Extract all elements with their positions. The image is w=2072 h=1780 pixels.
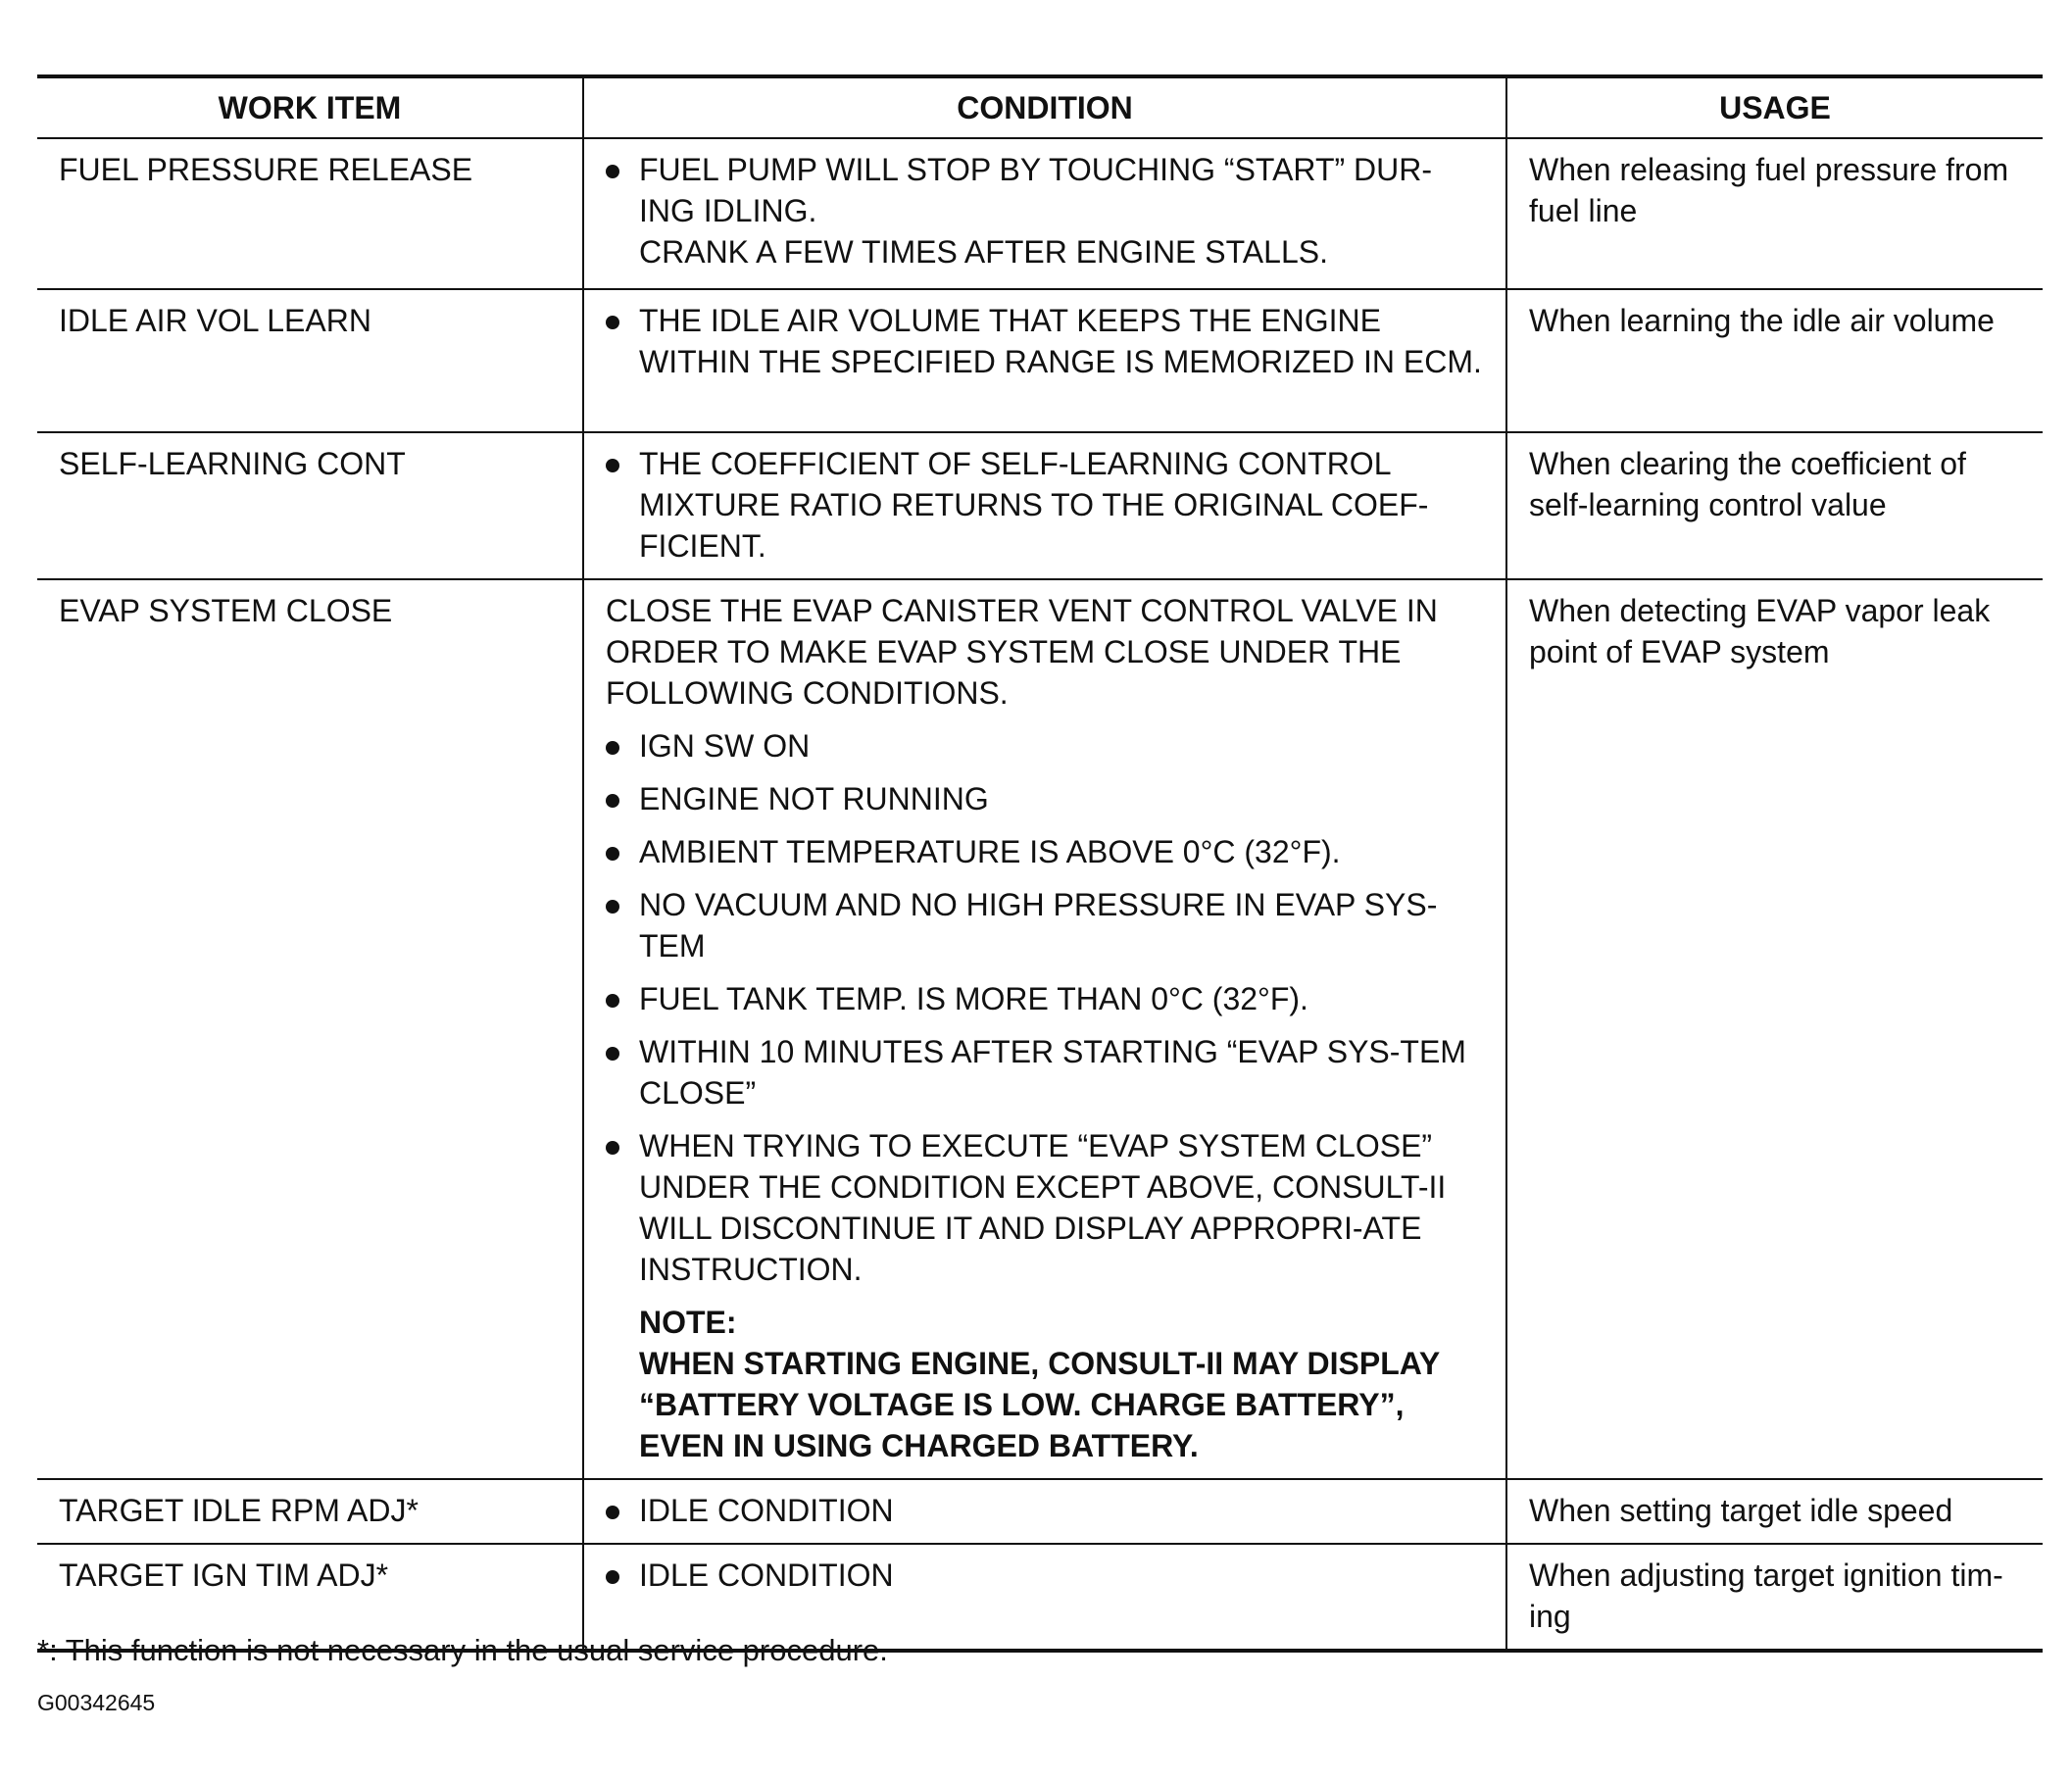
condition-bullet xyxy=(606,149,1486,272)
condition-bullet xyxy=(606,1031,1486,1113)
work-support-table xyxy=(37,74,2043,1653)
bullet-text: THE COEFFICIENT OF SELF-LEARNING CONTROL MIXTURE RATIO RETURNS TO THE ORIGINAL COEF-FICIENT. xyxy=(639,446,1429,564)
work-item-cell: EVAP SYSTEM CLOSE xyxy=(37,579,583,1479)
bullet-text: FUEL PUMP WILL STOP BY TOUCHING “START” DUR-ING IDLING. CRANK A FEW TIMES AFTER ENGINE STALLS. xyxy=(639,152,1433,270)
footnote: *: This function is not necessary in the usual service procedure. xyxy=(37,1633,888,1667)
work-item-cell: FUEL PRESSURE RELEASE xyxy=(37,138,583,289)
condition-cell xyxy=(583,138,1506,289)
bullet-icon xyxy=(606,459,619,472)
bullet-icon xyxy=(606,794,619,808)
note-label: NOTE: xyxy=(639,1305,737,1340)
note-text: WHEN STARTING ENGINE, CONSULT-II MAY DISPLAY “BATTERY VOLTAGE IS LOW. CHARGE BATTERY”, EVEN IN USING CHARGED BATTERY. xyxy=(639,1346,1440,1463)
condition-bullet xyxy=(606,884,1486,966)
bullet-text: AMBIENT TEMPERATURE IS ABOVE 0°C (32°F). xyxy=(639,834,1341,869)
condition-bullet xyxy=(606,978,1486,1019)
condition-bullet xyxy=(606,443,1486,567)
work-item-cell: IDLE AIR VOL LEARN xyxy=(37,289,583,432)
condition-bullet xyxy=(606,300,1486,382)
bullet-icon xyxy=(606,900,619,914)
bullet-icon xyxy=(606,741,619,755)
bullet-text: IDLE CONDITION xyxy=(639,1558,894,1593)
usage-cell: When releasing fuel pressure from fuel line xyxy=(1506,138,2043,289)
table-row xyxy=(37,138,2043,289)
usage-cell: When detecting EVAP vapor leak point of EVAP system xyxy=(1506,579,2043,1479)
bullet-icon xyxy=(606,1047,619,1061)
figure-id: G00342645 xyxy=(37,1690,156,1715)
condition-cell xyxy=(583,579,1506,1479)
usage-cell: When learning the idle air volume xyxy=(1506,289,2043,432)
table-row xyxy=(37,579,2043,1479)
bullet-text: WITHIN 10 MINUTES AFTER STARTING “EVAP SYS-TEM CLOSE” xyxy=(639,1034,1466,1111)
table-row xyxy=(37,1479,2043,1544)
header-work-item: WORK ITEM xyxy=(37,76,583,138)
bullet-text: WHEN TRYING TO EXECUTE “EVAP SYSTEM CLOSE” UNDER THE CONDITION EXCEPT ABOVE, CONSULT-II WILL DISCONTINUE IT AND DISPLAY APPROPRI-ATE INSTRUCTION. xyxy=(639,1128,1447,1287)
usage-cell: When adjusting target ignition tim-ing xyxy=(1506,1544,2043,1651)
condition-bullet xyxy=(606,831,1486,872)
bullet-text: IGN SW ON xyxy=(639,728,811,764)
table-row xyxy=(37,432,2043,579)
work-item-cell: TARGET IGN TIM ADJ* xyxy=(37,1544,583,1651)
table-header-row xyxy=(37,76,2043,138)
usage-cell: When clearing the coefficient of self-learning control value xyxy=(1506,432,2043,579)
work-item-cell: SELF-LEARNING CONT xyxy=(37,432,583,579)
condition-bullet xyxy=(606,1490,1486,1531)
bullet-icon xyxy=(606,1141,619,1155)
bullet-text: IDLE CONDITION xyxy=(639,1493,894,1528)
header-condition: CONDITION xyxy=(583,76,1506,138)
table-row xyxy=(37,289,2043,432)
document-page xyxy=(37,74,2043,1653)
usage-cell: When setting target idle speed xyxy=(1506,1479,2043,1544)
bullet-text: THE IDLE AIR VOLUME THAT KEEPS THE ENGINE WITHIN THE SPECIFIED RANGE IS MEMORIZED IN ECM. xyxy=(639,303,1482,379)
condition-bullet xyxy=(606,1125,1486,1290)
bullet-icon xyxy=(606,847,619,861)
bullet-icon xyxy=(606,1570,619,1584)
condition-cell xyxy=(583,289,1506,432)
condition-intro: CLOSE THE EVAP CANISTER VENT CONTROL VALVE IN ORDER TO MAKE EVAP SYSTEM CLOSE UNDER THE FOLLOWING CONDITIONS. xyxy=(606,593,1438,711)
work-item-cell: TARGET IDLE RPM ADJ* xyxy=(37,1479,583,1544)
condition-bullet xyxy=(606,1555,1486,1596)
condition-bullet xyxy=(606,778,1486,819)
bullet-icon xyxy=(606,165,619,178)
bullet-text: ENGINE NOT RUNNING xyxy=(639,781,989,816)
condition-cell xyxy=(583,1479,1506,1544)
bullet-icon xyxy=(606,316,619,329)
header-usage: USAGE xyxy=(1506,76,2043,138)
bullet-text: NO VACUUM AND NO HIGH PRESSURE IN EVAP SYS-TEM xyxy=(639,887,1438,964)
bullet-text: FUEL TANK TEMP. IS MORE THAN 0°C (32°F). xyxy=(639,981,1308,1016)
condition-bullet xyxy=(606,725,1486,766)
condition-cell xyxy=(583,432,1506,579)
bullet-icon xyxy=(606,994,619,1008)
bullet-icon xyxy=(606,1506,619,1519)
